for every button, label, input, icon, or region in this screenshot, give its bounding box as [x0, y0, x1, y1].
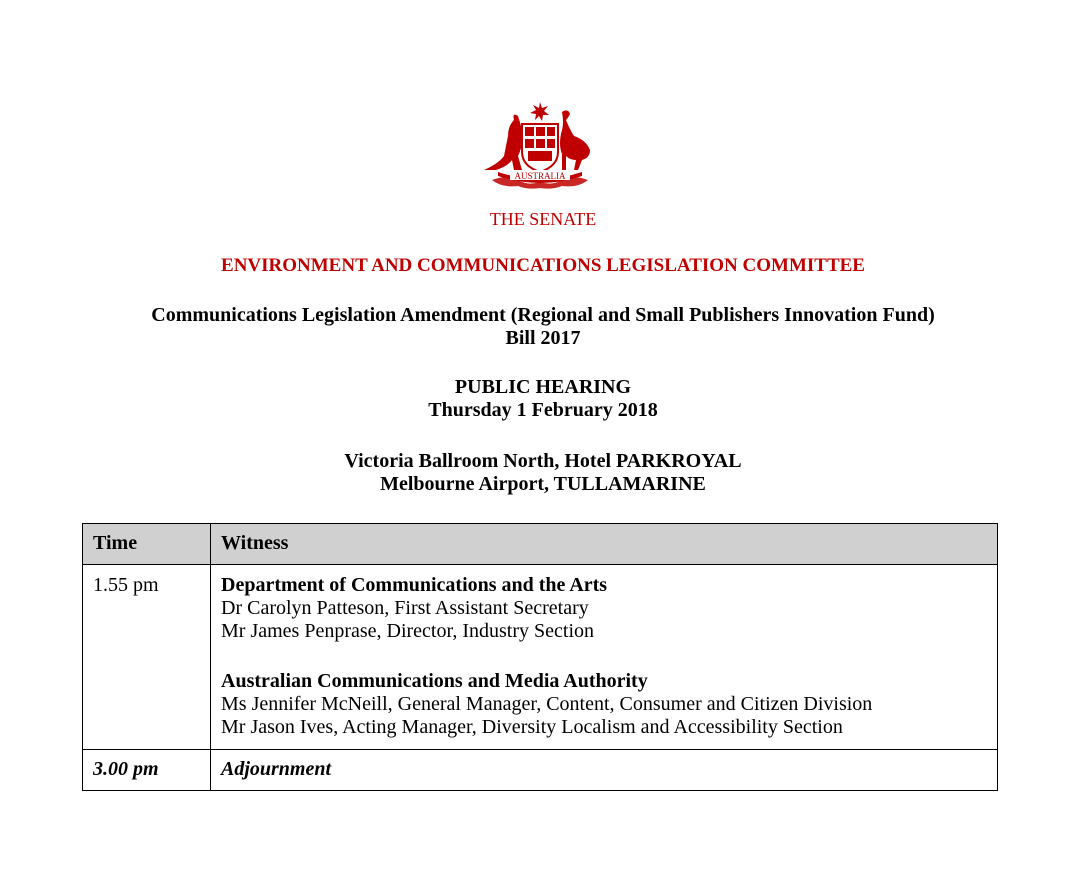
bill-title: [0, 304, 1086, 350]
column-header-witness: Witness: [211, 524, 998, 565]
organisation-name: Department of Communications and the Arts: [221, 574, 608, 596]
witness-entry: Mr James Penprase, Director, Industry Section: [221, 620, 594, 642]
hearing-info: [0, 376, 1086, 422]
witness-entry: Mr Jason Ives, Acting Manager, Diversity Localism and Accessibility Section: [221, 716, 843, 738]
witness-entry: Dr Carolyn Patteson, First Assistant Secretary: [221, 597, 589, 619]
adjournment-cell: Adjournment: [211, 750, 998, 791]
crest-banner-text: AUSTRALIA: [514, 171, 566, 181]
table-row: [83, 565, 998, 750]
schedule-table: [82, 523, 998, 791]
organisation-name: Australian Communications and Media Authority: [221, 670, 648, 692]
group-spacer: [221, 643, 987, 670]
schedule-header-row: [83, 524, 998, 565]
hearing-date: Thursday 1 February 2018: [428, 399, 658, 421]
venue-line-2: Melbourne Airport, TULLAMARINE: [380, 473, 706, 495]
column-header-time: Time: [83, 524, 211, 565]
time-cell: 1.55 pm: [83, 565, 211, 750]
time-cell: 3.00 pm: [83, 750, 211, 791]
witness-cell: [211, 565, 998, 750]
coat-of-arms-logo: [478, 100, 602, 196]
venue-line-1: Victoria Ballroom North, Hotel PARKROYAL: [344, 450, 742, 472]
hearing-type: PUBLIC HEARING: [454, 376, 632, 398]
table-row: [83, 750, 998, 791]
bill-title-line-1: Communications Legislation Amendment (Regional and Small Publishers Innovation Fund): [151, 304, 935, 326]
venue: [0, 450, 1086, 496]
committee-name: ENVIRONMENT AND COMMUNICATIONS LEGISLATION COMMITTEE: [221, 255, 865, 276]
chamber-name: THE SENATE: [489, 209, 597, 229]
witness-entry: Ms Jennifer McNeill, General Manager, Content, Consumer and Citizen Division: [221, 693, 873, 715]
bill-title-line-2: Bill 2017: [505, 327, 581, 349]
